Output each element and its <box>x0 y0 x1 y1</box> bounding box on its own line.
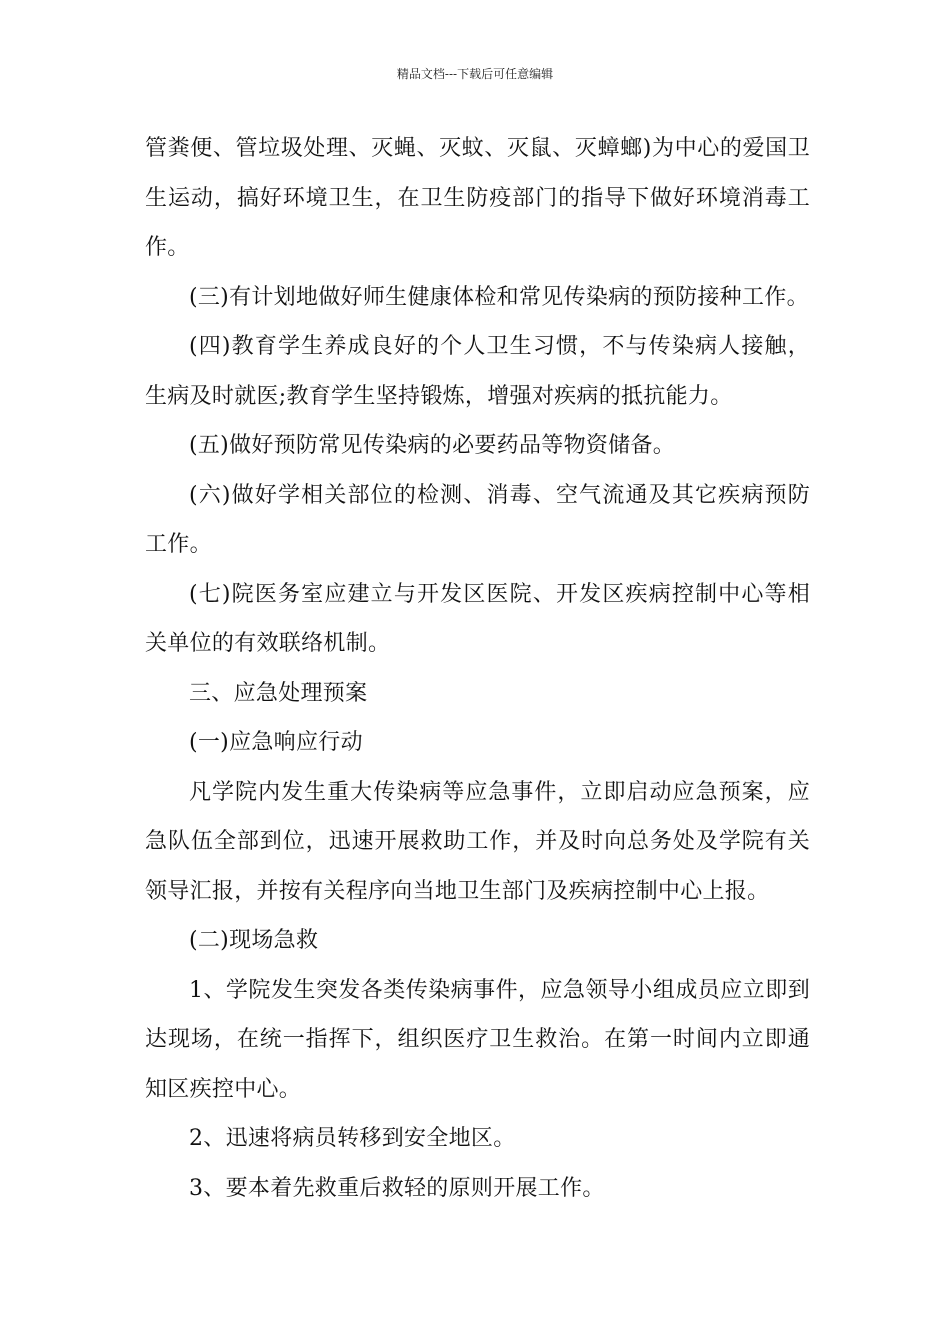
text-line: 关单位的有效联络机制。 <box>145 631 391 656</box>
text-line: 工作。 <box>145 532 212 557</box>
text-line: 2、迅速将病员转移到安全地区。 <box>189 1126 516 1151</box>
text-line: 凡学院内发生重大传染病等应急事件，立即启动应急预案，应 <box>189 779 810 805</box>
text-line: 生运动，搞好环境卫生，在卫生防疫部门的指导下做好环境消毒工 <box>145 185 810 211</box>
section-heading: 三、应急处理预案 <box>189 680 368 706</box>
text-line: 管粪便、管垃圾处理、灭蝇、灭蚊、灭鼠、灭蟑螂)为中心的爱国卫 <box>145 136 810 161</box>
subsection-heading: (二)现场急救 <box>189 928 319 953</box>
text-line: (三)有计划地做好师生健康体检和常见传染病的预防接种工作。 <box>189 284 809 310</box>
text-line: 急队伍全部到位，迅速开展救助工作，并及时向总务处及学院有关 <box>145 829 810 854</box>
text-line: (七)院医务室应建立与开发区医院、开发区疾病控制中心等相 <box>189 581 810 607</box>
subsection-heading: (一)应急响应行动 <box>189 730 363 755</box>
text-line: (五)做好预防常见传染病的必要药品等物资储备。 <box>189 433 676 458</box>
text-line: 达现场，在统一指挥下，组织医疗卫生救治。在第一时间内立即通 <box>145 1027 810 1052</box>
document-body <box>145 124 810 1213</box>
text-line: (六)做好学相关部位的检测、消毒、空气流通及其它疾病预防 <box>189 482 810 508</box>
text-line: 作。 <box>145 235 190 260</box>
text-line: 领导汇报，并按有关程序向当地卫生部门及疾病控制中心上报。 <box>145 878 770 904</box>
text-line: 1、学院发生突发各类传染病事件，应急领导小组成员应立即到 <box>189 977 810 1003</box>
text-line: 知区疾控中心。 <box>145 1076 302 1102</box>
text-line: (四)教育学生养成良好的个人卫生习惯，不与传染病人接触， <box>189 334 810 359</box>
text-line: 生病及时就医;教育学生坚持锻炼，增强对疾病的抵抗能力。 <box>145 383 733 409</box>
page-header: 精品文档---下载后可任意编辑 <box>396 67 554 81</box>
text-line: 3、要本着先救重后救轻的原则开展工作。 <box>189 1175 605 1201</box>
